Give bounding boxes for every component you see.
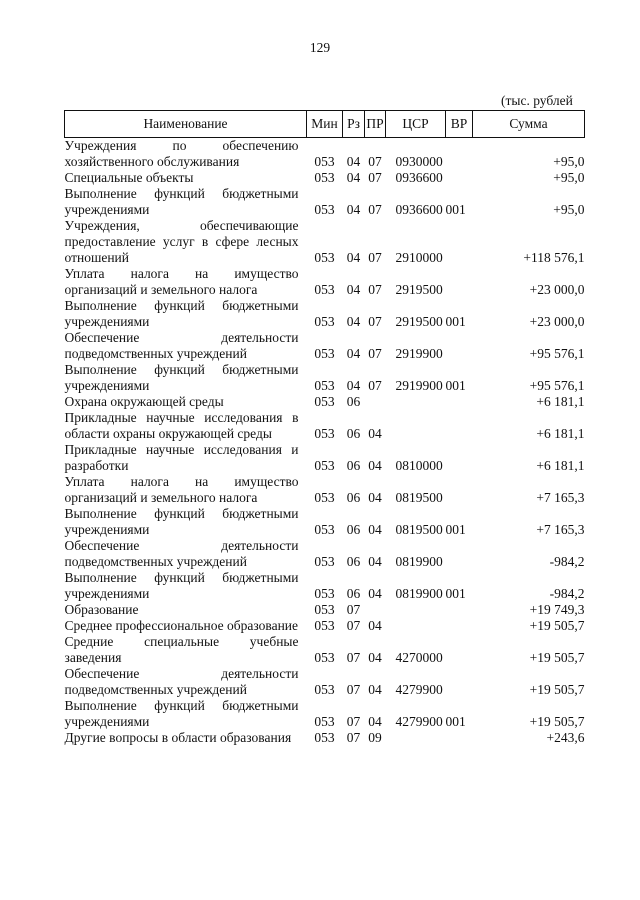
row-csr: 0819500 <box>395 522 443 537</box>
row-rz: 04 <box>346 170 361 185</box>
row-pr: 04 <box>368 426 382 441</box>
row-csr: 0819900 <box>395 554 443 569</box>
row-rz: 07 <box>346 618 361 633</box>
row-rz: 04 <box>346 346 361 361</box>
row-sum: +118 576,1 <box>523 250 585 265</box>
row-name: Обеспечение деятельности подведомственных учреждений <box>64 538 299 569</box>
row-sum: -984,2 <box>549 554 585 569</box>
row-vr: 001 <box>445 378 466 393</box>
row-min: 053 <box>314 602 335 617</box>
row-pr: 07 <box>368 250 382 265</box>
row-name: Выполнение функций бюджетными учреждениями <box>64 698 299 729</box>
row-vr <box>446 138 473 171</box>
row-min: 053 <box>314 250 335 265</box>
row-name: Охрана окружающей среды <box>64 394 224 409</box>
row-csr <box>386 394 446 410</box>
table-row <box>65 330 585 362</box>
table-row <box>65 570 585 602</box>
table-row <box>65 186 585 218</box>
row-pr: 07 <box>368 346 382 361</box>
row-csr: 0810000 <box>395 458 443 473</box>
row-vr: 001 <box>445 314 466 329</box>
table-row <box>65 362 585 394</box>
row-min: 053 <box>314 378 335 393</box>
row-pr: 04 <box>368 682 382 697</box>
row-pr: 04 <box>368 714 382 729</box>
table-row <box>65 170 585 186</box>
row-vr: 001 <box>445 202 466 217</box>
table-header <box>65 111 585 138</box>
row-rz: 07 <box>346 730 361 745</box>
row-csr: 4270000 <box>395 650 443 665</box>
row-min: 053 <box>314 154 335 169</box>
row-name: Образование <box>64 602 139 617</box>
row-name: Выполнение функций бюджетными учреждениями <box>64 506 299 537</box>
row-sum: +6 181,1 <box>536 458 585 473</box>
row-min: 053 <box>314 490 335 505</box>
header-vr: ВР <box>446 111 473 138</box>
row-min: 053 <box>314 202 335 217</box>
row-vr <box>446 330 473 362</box>
row-name: Выполнение функций бюджетными учреждениями <box>64 298 299 329</box>
row-min: 053 <box>314 554 335 569</box>
table-row <box>65 298 585 330</box>
table-body <box>65 138 585 747</box>
row-sum: +95 576,1 <box>529 346 585 361</box>
row-rz: 07 <box>346 714 361 729</box>
row-csr: 0819500 <box>395 490 443 505</box>
row-vr <box>446 538 473 570</box>
row-vr <box>446 602 473 618</box>
row-name: Другие вопросы в области образования <box>64 730 292 745</box>
row-sum: +7 165,3 <box>536 490 585 505</box>
row-name: Выполнение функций бюджетными учреждениями <box>64 362 299 393</box>
table-row <box>65 538 585 570</box>
row-rz: 04 <box>346 250 361 265</box>
row-rz: 06 <box>346 522 361 537</box>
row-sum: +95 576,1 <box>529 378 585 393</box>
row-rz: 04 <box>346 378 361 393</box>
row-name: Выполнение функций бюджетными учреждениями <box>64 570 299 601</box>
header-pr: ПР <box>365 111 386 138</box>
row-rz: 06 <box>346 426 361 441</box>
row-vr: 001 <box>445 714 466 729</box>
row-name: Специальные объекты <box>64 170 194 185</box>
row-csr: 0819900 <box>395 586 443 601</box>
row-name: Среднее профессиональное образование <box>64 618 299 633</box>
row-rz: 04 <box>346 282 361 297</box>
table-row <box>65 602 585 618</box>
row-rz: 07 <box>346 602 361 617</box>
row-csr: 4279900 <box>395 682 443 697</box>
row-vr <box>446 266 473 298</box>
table-row <box>65 634 585 666</box>
row-min: 053 <box>314 730 335 745</box>
row-rz: 04 <box>346 154 361 169</box>
row-min: 053 <box>314 618 335 633</box>
row-min: 053 <box>314 682 335 697</box>
row-csr: 4279900 <box>395 714 443 729</box>
budget-table <box>64 110 585 746</box>
row-sum: +6 181,1 <box>536 426 585 441</box>
row-pr: 07 <box>368 378 382 393</box>
table-row <box>65 506 585 538</box>
row-pr: 09 <box>368 730 382 745</box>
row-pr <box>365 602 386 618</box>
row-rz: 04 <box>346 314 361 329</box>
row-csr <box>386 602 446 618</box>
row-pr: 04 <box>368 618 382 633</box>
row-pr: 04 <box>368 586 382 601</box>
row-csr <box>386 410 446 442</box>
header-min: Мин <box>307 111 343 138</box>
table-row <box>65 698 585 730</box>
row-pr: 07 <box>368 202 382 217</box>
row-sum: +23 000,0 <box>529 314 585 329</box>
row-min: 053 <box>314 170 335 185</box>
row-name: Выполнение функций бюджетными учреждениями <box>64 186 299 217</box>
row-name: Обеспечение деятельности подведомственных учреждений <box>64 666 299 697</box>
table-row <box>65 266 585 298</box>
row-pr: 04 <box>368 490 382 505</box>
row-pr: 07 <box>368 170 382 185</box>
row-vr <box>446 442 473 474</box>
row-name: Прикладные научные исследования и разработки <box>64 442 299 473</box>
row-vr <box>446 410 473 442</box>
row-csr <box>386 730 446 746</box>
units-note: (тыс. рублей <box>501 93 573 108</box>
row-pr <box>365 394 386 410</box>
row-pr: 07 <box>368 154 382 169</box>
row-min: 053 <box>314 458 335 473</box>
row-csr: 0936600 <box>395 202 443 217</box>
row-min: 053 <box>314 426 335 441</box>
row-vr <box>446 618 473 634</box>
row-sum: +95,0 <box>553 202 585 217</box>
row-rz: 06 <box>346 586 361 601</box>
table-row <box>65 730 585 746</box>
row-csr <box>386 618 446 634</box>
row-sum: +19 505,7 <box>529 714 585 729</box>
row-pr: 04 <box>368 650 382 665</box>
row-csr: 2919900 <box>395 346 443 361</box>
header-sum: Сумма <box>473 111 585 138</box>
row-name: Средние специальные учебные заведения <box>64 634 299 665</box>
row-csr: 0930000 <box>395 154 443 169</box>
row-name: Учреждения, обеспечивающие предоставление услуг в сфере лесных отношений <box>64 218 299 265</box>
row-sum: +23 000,0 <box>529 282 585 297</box>
row-name: Уплата налога на имущество организаций и земельного налога <box>64 474 299 505</box>
page-number: 129 <box>309 40 331 55</box>
row-pr: 04 <box>368 554 382 569</box>
row-sum: +95,0 <box>553 154 585 169</box>
table-row <box>65 442 585 474</box>
row-min: 053 <box>314 650 335 665</box>
row-min: 053 <box>314 714 335 729</box>
row-sum: -984,2 <box>549 586 585 601</box>
row-rz: 06 <box>346 554 361 569</box>
table-row <box>65 618 585 634</box>
row-rz: 04 <box>346 202 361 217</box>
row-vr <box>446 170 473 186</box>
row-sum: +19 505,7 <box>529 682 585 697</box>
header-name: Наименование <box>65 111 307 138</box>
row-sum: +6 181,1 <box>536 394 585 409</box>
row-rz: 07 <box>346 682 361 697</box>
row-min: 053 <box>314 394 335 409</box>
row-sum: +19 505,7 <box>529 650 585 665</box>
table-row <box>65 666 585 698</box>
row-csr: 2919900 <box>395 378 443 393</box>
row-name: Прикладные научные исследования в области охраны окружающей среды <box>64 410 299 441</box>
row-min: 053 <box>314 314 335 329</box>
row-sum: +243,6 <box>546 730 585 745</box>
table-row <box>65 410 585 442</box>
row-rz: 06 <box>346 394 361 409</box>
row-rz: 06 <box>346 458 361 473</box>
row-sum: +19 749,3 <box>529 602 585 617</box>
row-csr: 2919500 <box>395 282 443 297</box>
row-csr: 0936600 <box>395 170 443 185</box>
row-vr <box>446 474 473 506</box>
row-rz: 06 <box>346 490 361 505</box>
row-vr: 001 <box>445 586 466 601</box>
row-name: Уплата налога на имущество организаций и земельного налога <box>64 266 299 297</box>
row-pr: 04 <box>368 458 382 473</box>
row-vr <box>446 730 473 746</box>
row-vr <box>446 394 473 410</box>
row-min: 053 <box>314 522 335 537</box>
row-name: Учреждения по обеспечению хозяйственного обслуживания <box>64 138 299 169</box>
row-sum: +19 505,7 <box>529 618 585 633</box>
header-csr: ЦСР <box>386 111 446 138</box>
row-pr: 07 <box>368 314 382 329</box>
row-name: Обеспечение деятельности подведомственных учреждений <box>64 330 299 361</box>
row-sum: +7 165,3 <box>536 522 585 537</box>
table-row <box>65 474 585 506</box>
row-csr: 2910000 <box>395 250 443 265</box>
table-row <box>65 218 585 266</box>
row-pr: 04 <box>368 522 382 537</box>
row-min: 053 <box>314 346 335 361</box>
row-vr: 001 <box>445 522 466 537</box>
row-min: 053 <box>314 282 335 297</box>
row-sum: +95,0 <box>553 170 585 185</box>
table-row <box>65 138 585 171</box>
row-csr: 2919500 <box>395 314 443 329</box>
row-pr: 07 <box>368 282 382 297</box>
header-rz: Рз <box>343 111 365 138</box>
row-vr <box>446 218 473 266</box>
table-row <box>65 394 585 410</box>
row-vr <box>446 666 473 698</box>
row-min: 053 <box>314 586 335 601</box>
row-rz: 07 <box>346 650 361 665</box>
row-vr <box>446 634 473 666</box>
